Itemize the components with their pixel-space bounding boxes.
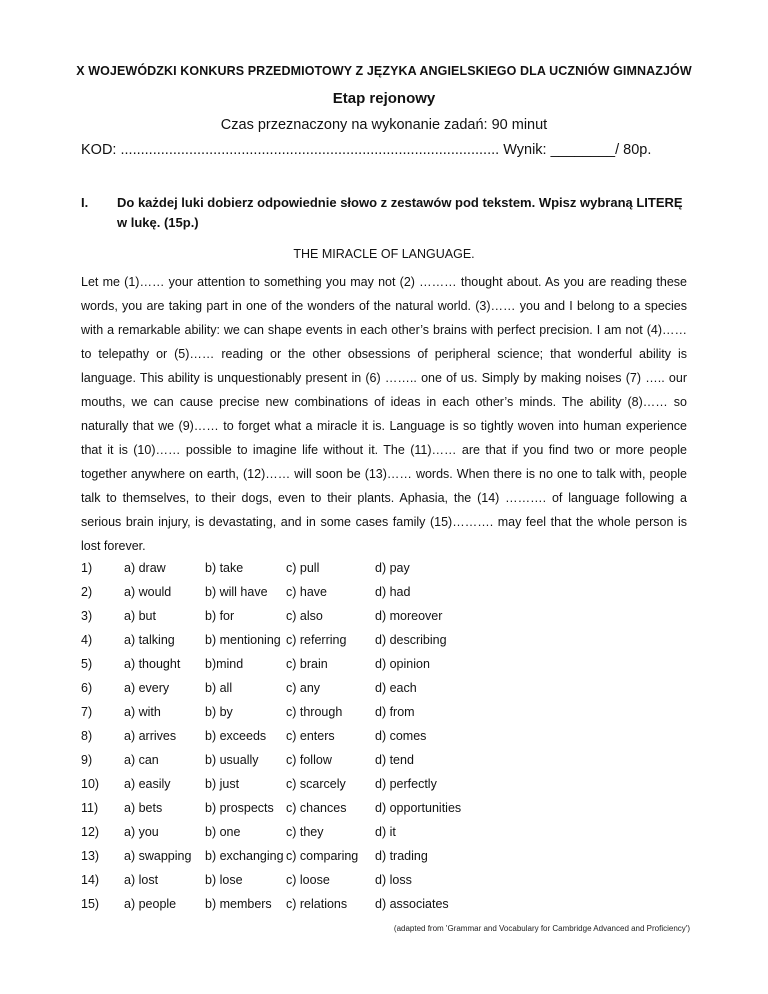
option-c: c) pull [286,561,320,575]
options-table [81,556,701,916]
option-a: a) bets [124,801,163,815]
item-number: 1) [81,561,93,575]
time-limit: Czas przeznaczony na wykonanie zadań: 90 minut [220,117,548,133]
option-c: c) follow [286,753,332,767]
option-a: a) thought [124,657,181,671]
option-b: b) mentioning [205,633,281,647]
option-d: d) each [375,681,417,695]
item-number: 13) [81,849,100,863]
option-d: d) associates [375,897,449,911]
options-row [81,628,701,652]
task-number: I. [81,195,89,210]
options-row [81,844,701,868]
item-number: 14) [81,873,100,887]
option-d: d) opinion [375,657,430,671]
option-a: a) draw [124,561,166,575]
options-row [81,580,701,604]
options-row [81,604,701,628]
passage-title: THE MIRACLE OF LANGUAGE. [293,247,475,261]
option-c: c) relations [286,897,348,911]
option-d: d) perfectly [375,777,437,791]
option-a: a) every [124,681,170,695]
option-c: c) comparing [286,849,359,863]
options-row [81,772,701,796]
option-c: c) brain [286,657,328,671]
option-b: b) usually [205,753,259,767]
option-c: c) also [286,609,323,623]
option-d: d) from [375,705,415,719]
option-d: d) trading [375,849,428,863]
stage-heading: Etap rejonowy [332,90,436,107]
options-row [81,796,701,820]
options-row [81,748,701,772]
option-b: b) by [205,705,233,719]
option-c: c) scarcely [286,777,346,791]
item-number: 6) [81,681,93,695]
options-row [81,676,701,700]
option-a: a) lost [124,873,159,887]
option-b: b) for [205,609,235,623]
option-a: a) easily [124,777,171,791]
option-a: a) talking [124,633,175,647]
option-a: a) with [124,705,161,719]
option-d: d) opportunities [375,801,462,815]
option-c: c) they [286,825,324,839]
contest-title: X WOJEWÓDZKI KONKURS PRZEDMIOTOWY Z JĘZYKA ANGIELSKIEGO DLA UCZNIÓW GIMNAZJÓW [76,64,692,78]
code-score-line: KOD: .............................................................................................. Wynik: ________/ 80p. [81,142,652,158]
option-d: d) pay [375,561,410,575]
option-a: a) arrives [124,729,177,743]
item-number: 3) [81,609,93,623]
option-c: c) through [286,705,343,719]
option-b: b) exchanging [205,849,284,863]
option-b: b) members [205,897,272,911]
option-b: b) all [205,681,233,695]
item-number: 15) [81,897,100,911]
option-d: d) comes [375,729,427,743]
option-d: d) moreover [375,609,443,623]
option-d: d) it [375,825,396,839]
option-b: b) prospects [205,801,274,815]
item-number: 9) [81,753,93,767]
option-d: d) loss [375,873,412,887]
item-number: 8) [81,729,93,743]
item-number: 2) [81,585,93,599]
item-number: 12) [81,825,100,839]
option-b: b) exceeds [205,729,267,743]
option-c: c) have [286,585,327,599]
option-c: c) any [286,681,321,695]
options-row [81,892,701,916]
option-d: d) describing [375,633,447,647]
options-row [81,868,701,892]
option-c: c) loose [286,873,330,887]
option-a: a) but [124,609,156,623]
option-c: c) chances [286,801,347,815]
option-a: a) people [124,897,177,911]
options-row [81,652,701,676]
item-number: 10) [81,777,100,791]
option-b: b)mind [205,657,244,671]
option-a: a) swapping [124,849,192,863]
option-a: a) would [124,585,172,599]
item-number: 11) [81,801,99,815]
item-number: 5) [81,657,93,671]
option-b: b) will have [205,585,268,599]
option-b: b) lose [205,873,243,887]
options-row [81,724,701,748]
option-b: b) just [205,777,240,791]
options-row [81,820,701,844]
task-instruction-text: Do każdej luki dobierz odpowiednie słowo z zestawów pod tekstem. Wpisz wybraną LITERĘ w lukę. (15p.) [117,195,683,230]
options-row [81,700,701,724]
option-a: a) can [124,753,159,767]
option-b: b) take [205,561,244,575]
item-number: 4) [81,633,93,647]
option-c: c) referring [286,633,347,647]
option-d: d) had [375,585,411,599]
passage-text: Let me (1)…… your attention to something you may not (2) ……… thought about. As you are reading these words, you are taking part in one of the wonders of the natural world. (3)…… you and I belong to a species with a remarkable ability: we can shape events in each other’s brains with perfect precision. I am not (4)…… to telepathy or (5)…… reading or the other obsessions of peripheral science; that wonderful ability is language. This ability is unquestionably present in (6) …….. one of us. Simply by making noises (7) ….. our mouths, we can cause precise new combinations of ideas in each other’s minds. The ability (8)…… so naturally that we (9)…… to forget what a miracle it is. Language is so tightly woven into human experience that it is (10)…… possible to imagine life without it. The (11)…… are that if you find two or more people together anywhere on earth, (12)…… will soon be (13)…… words. When there is no one to talk with, people talk to themselves, to their dogs, even to their plants. Aphasia, the (14) ………. of language following a serious brain injury, is devastating, and in some cases family (15)………. may feel that the whole person is lost forever. [81,275,687,553]
options-row [81,556,701,580]
item-number: 7) [81,705,93,719]
option-c: c) enters [286,729,335,743]
option-a: a) you [124,825,159,839]
option-b: b) one [205,825,241,839]
option-d: d) tend [375,753,414,767]
source-note: (adapted from 'Grammar and Vocabulary for Cambridge Advanced and Proficiency') [393,924,690,933]
